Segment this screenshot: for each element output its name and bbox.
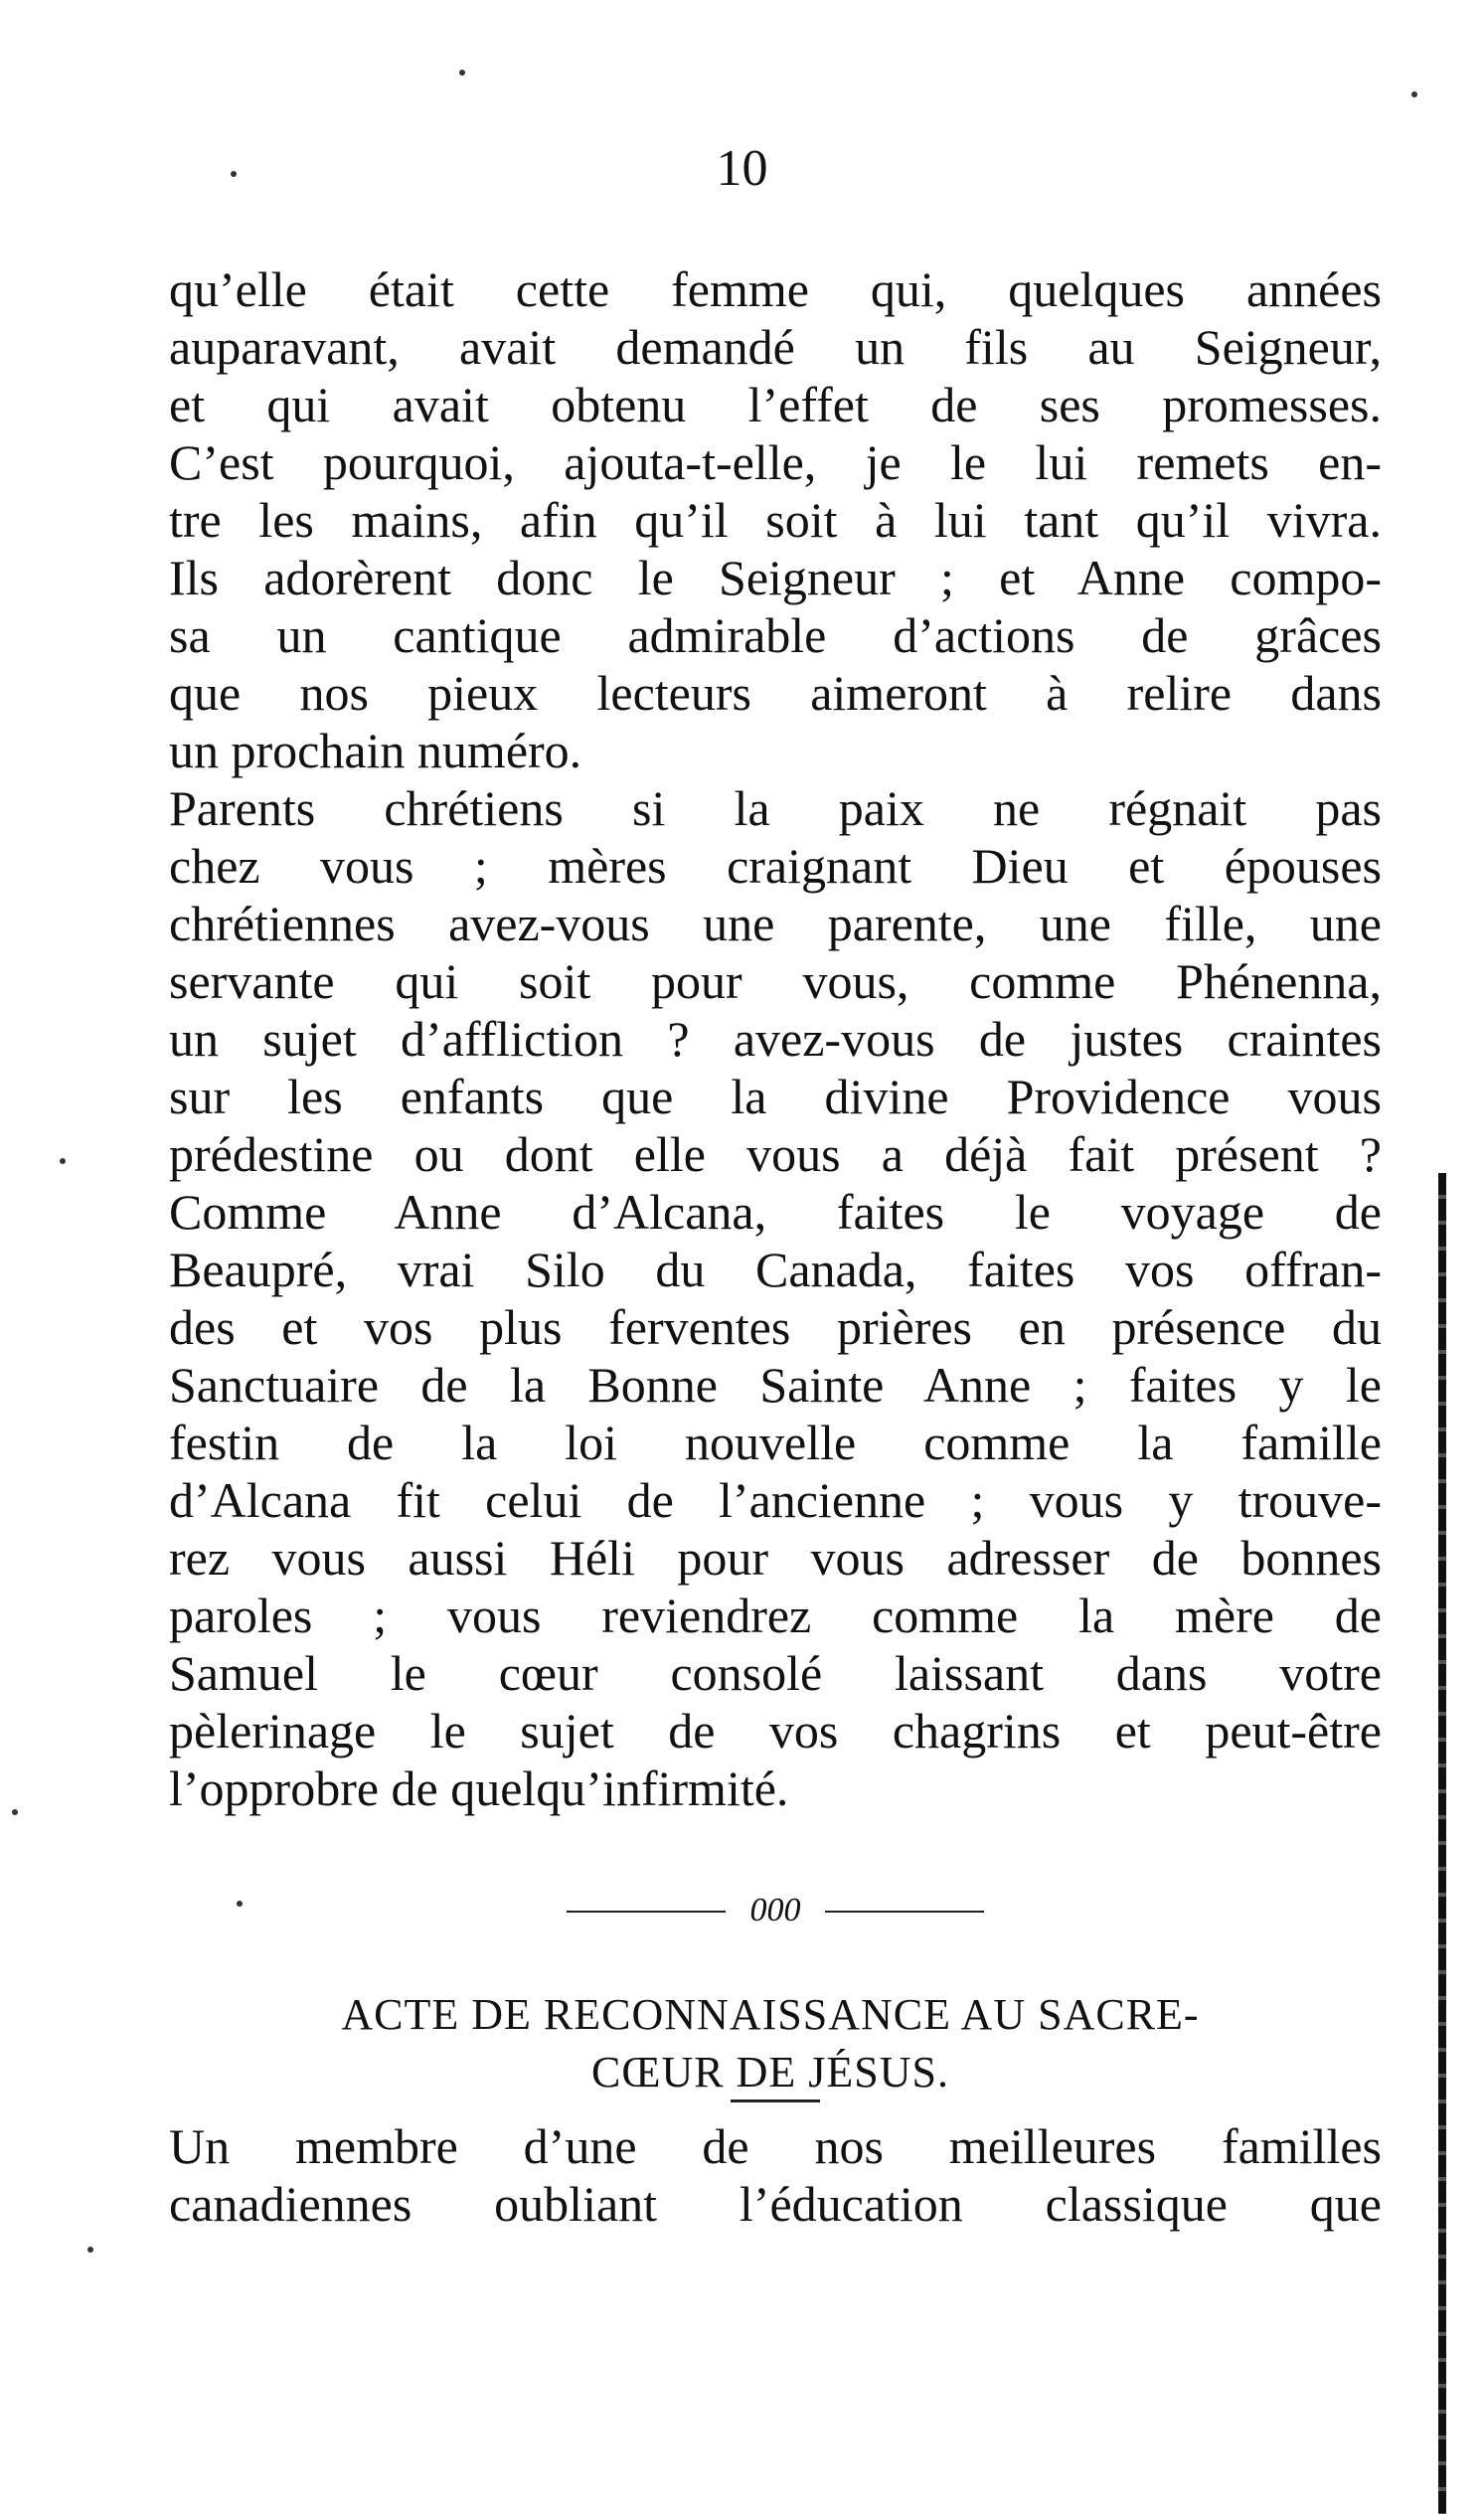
- text-line: prédestine ou dont elle vous a déjà fait présent ?: [169, 1126, 1382, 1182]
- text-line: festin de la loi nouvelle comme la famille: [169, 1415, 1382, 1470]
- text-line: l’opprobre de quelqu’infirmité.: [169, 1760, 789, 1816]
- text-line: un prochain numéro.: [169, 723, 582, 778]
- text-line: d’Alcana fit celui de l’ancienne ; vous y trouve-: [169, 1472, 1382, 1528]
- text-line: un sujet d’affliction ? avez-vous de justes craintes: [169, 1011, 1382, 1067]
- text-line: sur les enfants que la divine Providence vous: [169, 1069, 1382, 1124]
- paragraph-1: [169, 260, 1382, 779]
- text-line: chrétiennes avez-vous une parente, une fille, une: [169, 896, 1382, 951]
- divider-mark: 000: [749, 1892, 801, 1928]
- page-number: 10: [716, 140, 768, 197]
- paragraph-3: [169, 2117, 1382, 2233]
- text-line: qu’elle était cette femme qui, quelques années: [169, 261, 1382, 317]
- text-line: Ils adorèrent donc le Seigneur ; et Anne compo-: [169, 550, 1382, 605]
- scan-edge-shadow: [1438, 1173, 1446, 2514]
- text-line: Comme Anne d’Alcana, faites le voyage de: [169, 1184, 1382, 1240]
- text-line: Un membre d’une de nos meilleures familles: [169, 2118, 1382, 2174]
- text-line: que nos pieux lecteurs aimeront à relire dans: [169, 665, 1382, 721]
- section-divider: [567, 1889, 984, 1928]
- divider-rule-right: [825, 1911, 984, 1913]
- text-line: pèlerinage le sujet de vos chagrins et peut-être: [169, 1703, 1382, 1759]
- text-line: Beaupré, vrai Silo du Canada, faites vos offran-: [169, 1242, 1382, 1297]
- scan-speck: [1411, 91, 1417, 97]
- paragraph-2: [169, 779, 1382, 1817]
- heading-rule: [731, 2099, 820, 2102]
- text-line: sa un cantique admirable d’actions de grâces: [169, 607, 1382, 663]
- scan-speck: [231, 171, 237, 177]
- text-line: et qui avait obtenu l’effet de ses promesses.: [169, 377, 1382, 432]
- text-line: chez vous ; mères craignant Dieu et épouses: [169, 838, 1382, 894]
- heading-line-1: ACTE DE RECONNAISSANCE AU SACRE-: [341, 1990, 1200, 2039]
- text-line: Sanctuaire de la Bonne Sainte Anne ; faites y le: [169, 1357, 1382, 1413]
- section-heading: [139, 1986, 1402, 2101]
- heading-line-2: CŒUR DE JÉSUS.: [591, 2048, 949, 2096]
- text-line: C’est pourquoi, ajouta-t-elle, je le lui remets en-: [169, 434, 1382, 490]
- text-line: auparavant, avait demandé un fils au Seigneur,: [169, 319, 1382, 375]
- scan-speck: [12, 1809, 18, 1815]
- text-line: des et vos plus ferventes prières en présence du: [169, 1299, 1382, 1355]
- text-line: paroles ; vous reviendrez comme la mère de: [169, 1588, 1382, 1643]
- text-line: tre les mains, afin qu’il soit à lui tant qu’il vivra.: [169, 492, 1382, 548]
- scan-speck: [60, 1158, 66, 1164]
- divider-rule-left: [567, 1911, 726, 1913]
- scan-speck: [87, 2247, 93, 2253]
- text-line: servante qui soit pour vous, comme Phénenna,: [169, 953, 1382, 1009]
- text-line: rez vous aussi Héli pour vous adresser de bonnes: [169, 1530, 1382, 1586]
- text-line: canadiennes oubliant l’éducation classique que: [169, 2176, 1382, 2232]
- scan-speck: [459, 70, 465, 76]
- text-line: Parents chrétiens si la paix ne régnait pas: [169, 780, 1382, 836]
- scan-speck: [237, 1901, 243, 1907]
- text-line: Samuel le cœur consolé laissant dans votre: [169, 1645, 1382, 1701]
